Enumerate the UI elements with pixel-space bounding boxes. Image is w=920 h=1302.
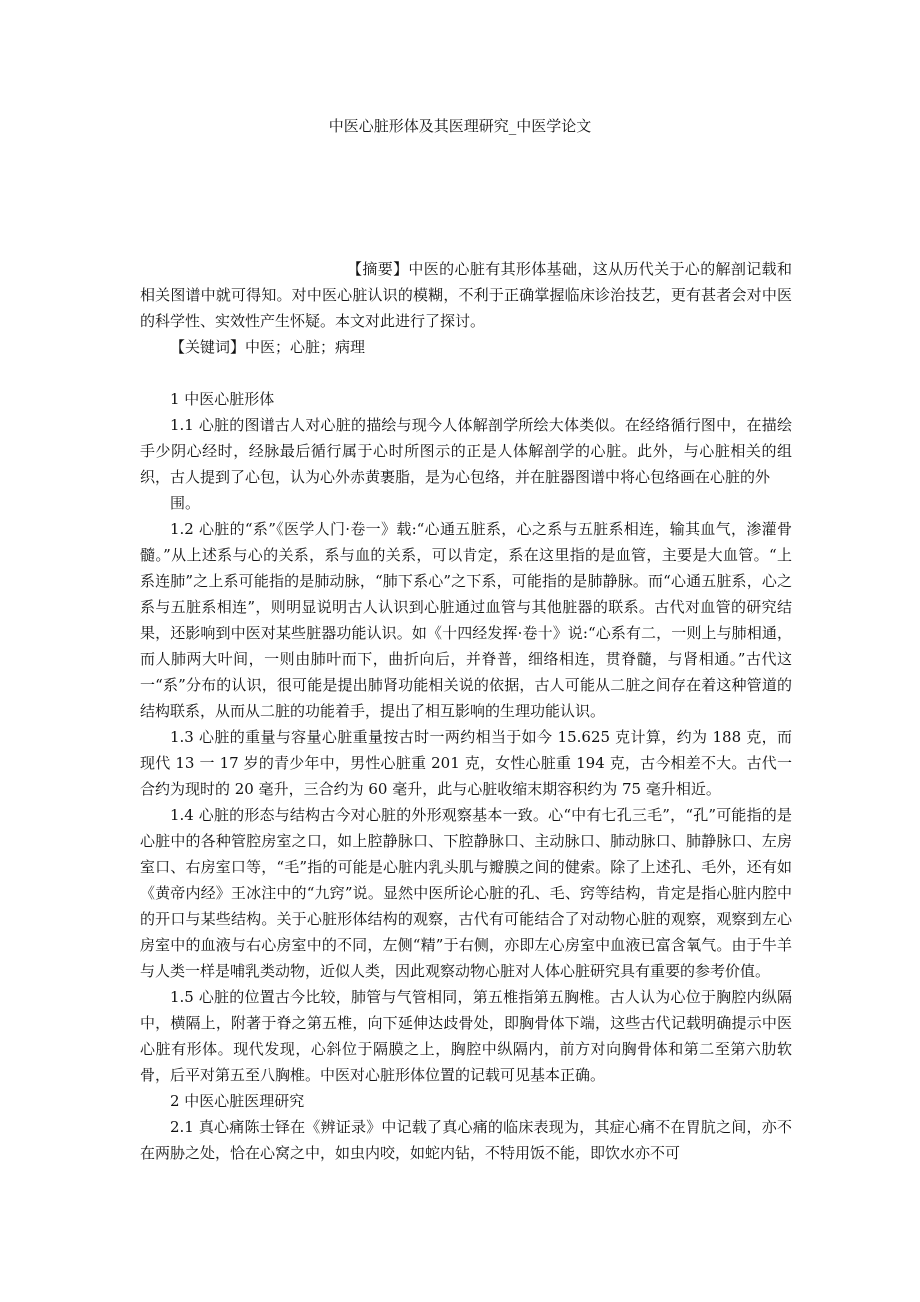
document-title: 中医心脏形体及其医理研究_中医学论文 bbox=[328, 117, 592, 135]
section-heading-1: 1 中医心脏形体 bbox=[170, 390, 275, 408]
paragraph-1-4: 1.4 心脏的形态与结构古今对心脏的外形观察基本一致。心“中有七孔三毛”，“孔”可能指的是心脏中的各种管腔房室之口，如上腔静脉口、下腔静脉口、主动脉口、肺动脉口、肺静脉口、左房室口、右房室口等，“毛”指的可能是心脏内乳头肌与瓣膜之间的健索。除了上述孔、毛外，还有如《黄帝内经》王冰注中的“九窍”说。显然中医所论心脏的孔、毛、窍等结构，肯定是指心脏内腔中的开口与某些结构。关于心脏形体结构的观察，古代有可能结合了对动物心脏的观察，观察到左心房室中的血液与右心房室中的不同，左侧“精”于右侧，亦即左心房室中血液已富含氧气。由于牛羊与人类一样是哺乳类动物，近似人类，因此观察动物心脏对人体心脏研究具有重要的参考价值。 bbox=[140, 806, 792, 980]
keywords-line: 【关键词】中医；心脏；病理 bbox=[170, 338, 366, 356]
paragraph-spacer bbox=[140, 360, 792, 386]
paragraph-2-1: 2.1 真心痛陈士铎在《辨证录》中记载了真心痛的临床表现为，其症心痛不在胃肮之间，亦不在两胁之处，恰在心窝之中，如虫内咬，如蛇内钻，不特用饭不能，即饮水亦不可 bbox=[140, 1118, 792, 1162]
paragraph-1-1: 1.1 心脏的图谱古人对心脏的描绘与现今人体解剖学所绘大体类似。在经络循行图中，在描绘手少阴心经时，经脉最后循行属于心时所图示的正是人体解剖学的心脏。此外，与心脏相关的组织，古人提到了心包，认为心外赤黄裹脂，是为心包络，并在脏器图谱中将心包络画在心脏的外 bbox=[140, 416, 792, 486]
document-body bbox=[140, 256, 792, 1166]
paragraph-1-2: 1.2 心脏的“系”《医学人门·卷一》载:“心通五脏系，心之系与五脏系相连，输其血气，渗灌骨髓。”从上述系与心的关系，系与血的关系，可以肯定，系在这里指的是血管，主要是大血管。“上系连肺”之上系可能指的是肺动脉，“肺下系心”之下系，可能指的是肺静脉。而“心通五脏系，心之系与五脏系相连”，则明显说明古人认识到心脏通过血管与其他脏器的联系。古代对血管的研究结果，还影响到中医对某些脏器功能认识。如《十四经发挥·卷十》说:“心系有二，一则上与肺相通，而人肺两大叶间，一则由肺叶而下，曲折向后，并脊普，细络相连，贯脊髓，与肾相通。”古代这一“系”分布的认识，很可能是提出肺肾功能相关说的依据，古人可能从二脏之间存在着这种管道的结构联系，从而从二脏的功能着手，提出了相互影响的生理功能认识。 bbox=[140, 520, 792, 720]
abstract-paragraph: 【摘要】中医的心脏有其形体基础，这从历代关于心的解剖记载和相关图谱中就可得知。对中医心脏认识的模糊，不利于正确掌握临床诊治技艺，更有甚者会对中医的科学性、实效性产生怀疑。本文对此进行了探讨。 bbox=[140, 260, 792, 330]
paragraph-1-1-continuation: 围。 bbox=[170, 494, 201, 512]
section-heading-2: 2 中医心脏医理研究 bbox=[170, 1092, 305, 1110]
paragraph-1-5: 1.5 心脏的位置古今比较，肺管与气管相同，第五椎指第五胸椎。古人认为心位于胸腔内纵隔中，横隔上，附著于脊之第五椎，向下延伸达歧骨处，即胸骨体下端，这些古代记载明确提示中医心脏有形体。现代发现，心斜位于隔膜之上，胸腔中纵隔内，前方对向胸骨体和第二至第六肋软骨，后平对第五至八胸椎。中医对心脏形体位置的记载可见基本正确。 bbox=[140, 988, 792, 1084]
paragraph-1-3: 1.3 心脏的重量与容量心脏重量按古时一两约相当于如今 15.625 克计算，约为 188 克，而现代 13 一 17 岁的青少年中，男性心脏重 201 克，女性心脏重 194 克，古今相差不大。古代一合约为现时的 20 毫升，三合约为 60 毫升，此与心脏收缩末期容积约为 75 毫升相近。 bbox=[140, 728, 792, 798]
